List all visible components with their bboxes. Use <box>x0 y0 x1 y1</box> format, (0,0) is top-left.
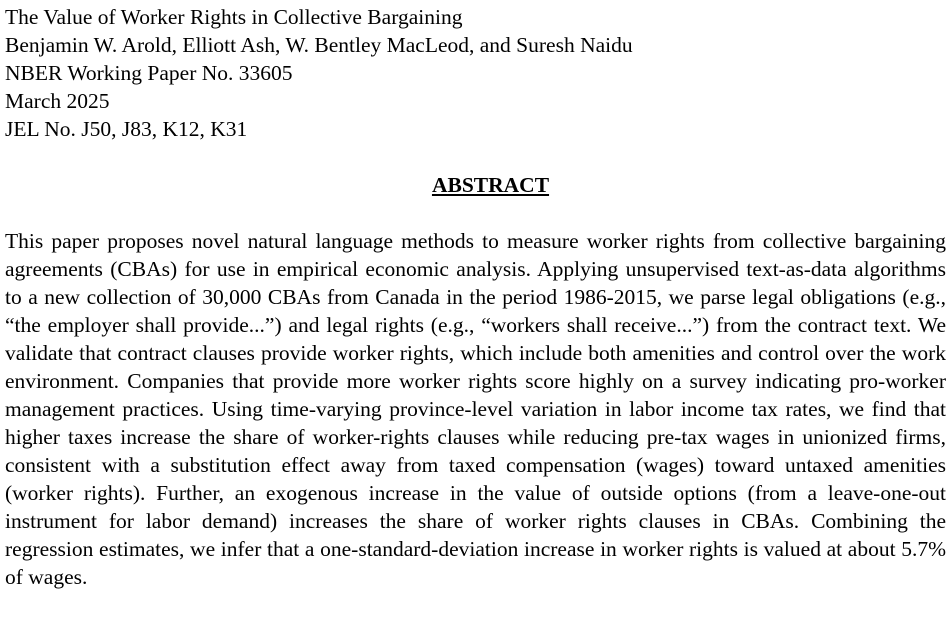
paper-jel-codes: JEL No. J50, J83, K12, K31 <box>5 117 248 141</box>
abstract-heading: ABSTRACT <box>431 173 550 197</box>
paper-authors: Benjamin W. Arold, Elliott Ash, W. Bentley MacLeod, and Suresh Naidu <box>5 33 633 57</box>
paper-date: March 2025 <box>5 89 110 113</box>
paper-title: The Value of Worker Rights in Collective Bargaining <box>5 5 463 29</box>
abstract-body: This paper proposes novel natural language methods to measure worker rights from collective bargaining agreements (CBAs) for use in empirical economic analysis. Applying unsupervised text-as-data algorithms to a new collection of 30,000 CBAs from Canada in the period 1986-2015, we parse legal obligations (e.g., “the employer shall provide...”) and legal rights (e.g., “workers shall receive...”) from the contract text. We validate that contract clauses provide worker rights, which include both amenities and control over the work environment. Companies that provide more worker rights score highly on a survey indicating pro-worker management practices. Using time-varying province-level variation in labor income tax rates, we find that higher taxes increase the share of worker-rights clauses while reducing pre-tax wages in unionized firms, consistent with a substitution effect away from taxed compensation (wages) toward untaxed amenities (worker rights). Further, an exogenous increase in the value of outside options (from a leave-one-out instrument for labor demand) increases the share of worker rights clauses in CBAs. Combining the regression estimates, we infer that a one-standard-deviation increase in worker rights is valued at about 5.7% of wages. <box>5 229 946 589</box>
paper-series: NBER Working Paper No. 33605 <box>5 61 293 85</box>
